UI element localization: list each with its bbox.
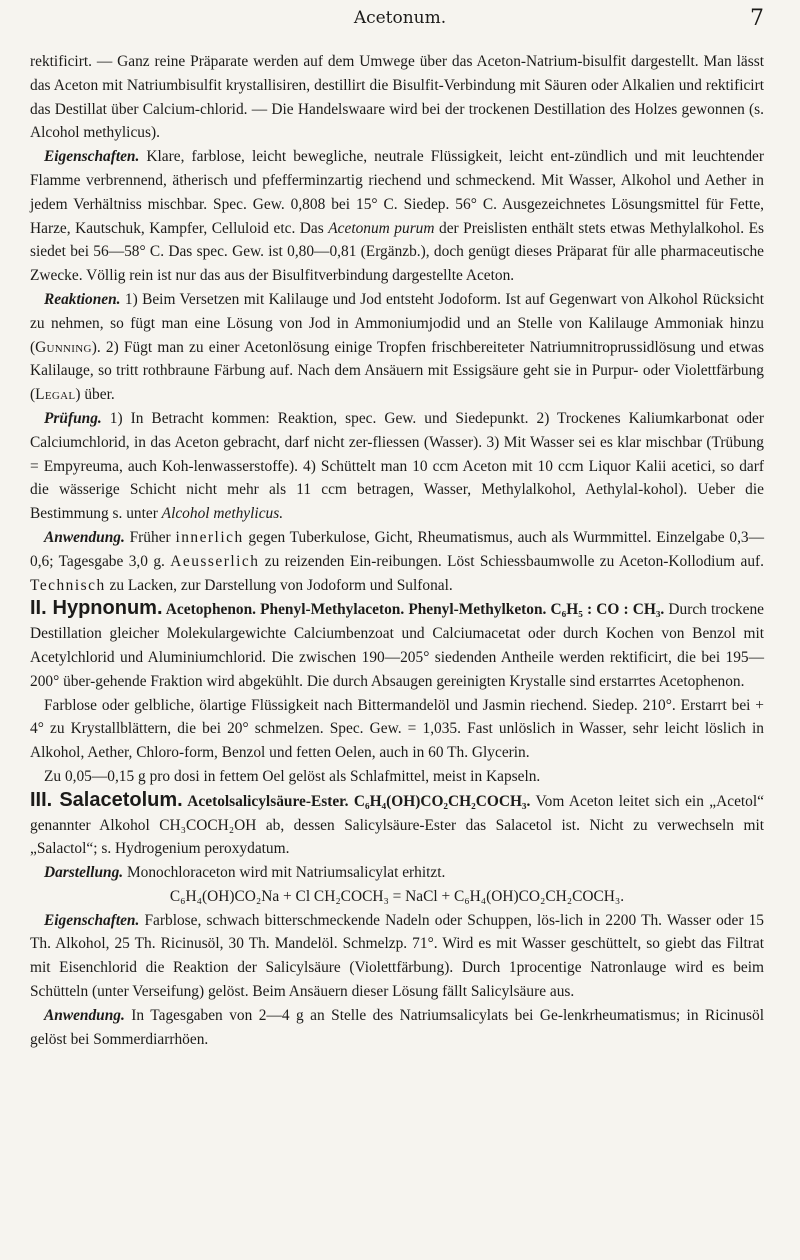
paragraph-p2 <box>30 145 764 288</box>
text-run: Früher <box>124 528 176 546</box>
text-entry-title: Hypnonum. <box>52 597 163 620</box>
paragraph-p5 <box>30 526 764 597</box>
text-entry-title: Salacetolum. <box>59 788 183 811</box>
paragraph-p9 <box>30 789 764 861</box>
text-syn: Acetolsalicylsäure-Ester. C₆H₄(OH)CO₂CH₂COCH₃. <box>182 792 531 810</box>
paragraph-p3 <box>30 288 764 407</box>
text-label: Darstellung. <box>44 864 124 882</box>
text-run: ). 2) Fügt man zu einer Acetonlösung einige Tropfen frischbereiteter Natriumnitroprussidlösung und etwas Kalilauge, so tritt rothbraune Färbung auf. Nach dem Ansäuern mit Essigsäure geht sie in Purpur- oder Violettfärbung ( <box>30 338 764 404</box>
running-title: Acetonum. <box>353 8 447 28</box>
paragraph-p1 <box>30 50 764 145</box>
text-sp: innerlich <box>175 528 244 546</box>
text-run: gegen Tuberkulose, Gicht, Rheumatismus, auch als Wurmmittel. Einzelgabe 0,3—0,6; Tagesgabe 3,0 g. <box>30 528 765 570</box>
paragraph-p7 <box>30 694 764 765</box>
text-run: ) über. <box>75 386 115 404</box>
text-sc: Legal <box>35 386 76 404</box>
text-run: 1) Beim Versetzen mit Kalilauge und Jod entsteht Jodoform. Ist auf Gegenwart von Alkohol Rücksicht zu nehmen, so fügt man eine Lösung von Jod in Ammoniumjodid und an Stelle von Kalilauge Ammoniak hinzu ( <box>30 290 764 356</box>
text-run: C₆H₄(OH)CO₂Na + Cl CH₂COCH₃ = NaCl + C₆H₄(OH)CO₂CH₂COCH₃. <box>169 887 625 905</box>
text-entry-num: III. <box>30 788 60 811</box>
text-it: Acetonum purum <box>328 219 435 237</box>
text-run: 1) In Betracht kommen: Reaktion, spec. Gew. und Siedepunkt. 2) Trockenes Kaliumkarbonat oder Calciumchlorid, in das Aceton gebracht, darf nicht zer-fliessen (Wasser). 3) Mit Wasser sei es klar mischbar (Trübung = Empyreuma, auch Koh-lenwasserstoffe). 4) Schüttelt man 10 ccm Aceton mit 10 ccm Liquor Kalii acetici, so darf die wässerige Schicht nicht mehr als 11 ccm betragen, Wasser, Methylalkohol, Aethylal-kohol). Ueber die Bestimmung s. unter <box>30 409 764 523</box>
paragraph-p10 <box>30 861 764 885</box>
text-label: Anwendung. <box>44 1006 125 1024</box>
text-it: Alcohol methylicus. <box>161 505 284 523</box>
text-syn: C₆H₅ : CO : CH₃. <box>546 601 665 619</box>
text-run: rektificirt. — Ganz reine Präparate werden auf dem Umwege über das Aceton-Natrium-bisulfit dargestellt. Man lässt das Aceton mit Natriumbisulfit krystallisiren, destillirt die Bisulfit-Verbindung mit Säuren oder Alkalien und rektificirt das Destillat über Calcium-chlorid. — Die Handelswaare wird bei der trockenen Destillation des Holzes gewonnen (s. Alcohol methylicus). <box>30 53 764 142</box>
text-run: Monochloraceton wird mit Natriumsalicylat erhitzt. <box>123 864 446 882</box>
paragraph-p11 <box>30 885 764 909</box>
text-run: zu reizenden Ein-reibungen. Löst Schiessbaumwolle zu Aceton-Kollodium auf. <box>259 552 764 570</box>
text-sp: Technisch <box>30 576 106 594</box>
paragraph-p13 <box>30 1004 764 1052</box>
text-label: Prüfung. <box>44 409 102 427</box>
text-run: Vom Aceton leitet sich ein „Acetol“ genannter Alkohol CH₃COCH₂OH ab, dessen Salicylsäure-Ester das Salacetol ist. Nicht zu verwechseln mit „Salactol“; s. Hydrogenium peroxydatum. <box>30 792 764 858</box>
page-body <box>30 50 764 1051</box>
text-run: Klare, farblose, leicht bewegliche, neutrale Flüssigkeit, leicht ent-zündlich und mit leuchtender Flamme verbrennend, ätherisch und pfefferminzartig riechend und schmeckend. Mit Wasser, Alkohol und Aether in jedem Verhältniss mischbar. Spec. Gew. 0,808 bei 15° C. Siedep. 56° C. Ausgezeichnetes Lösungsmittel für Fette, Harze, Kautschuk, Kampfer, Celluloid etc. Das <box>30 148 764 237</box>
text-label: Reaktionen. <box>44 290 121 308</box>
text-run: Durch trockene Destillation gleicher Molekulargewichte Calciumbenzoat und Calciumacetat oder durch Kochen von Benzol mit Acetylchlorid und Aluminiumchlorid. Die zwischen 190—205° siedenden Antheile werden rektificirt, die bei 195—200° über-gehende Fraktion wird abgekühlt. Die durch Absaugen gereinigten Krystalle sind erstarrtes Acetophenon. <box>30 601 764 690</box>
text-label: Eigenschaften. <box>44 911 140 929</box>
text-run: Farblose, schwach bitterschmeckende Nadeln oder Schuppen, lös-lich in 2200 Th. Wasser oder 15 Th. Alkohol, 25 Th. Ricinusöl, 30 Th. Mandelöl. Schmelzp. 71°. Wird es mit Wasser geschüttelt, so giebt das Filtrat mit Eisenchlorid die Reaktion der Salicylsäure (Violettfärbung). Durch 1procentige Natronlauge wird es beim Schütteln (unter Verseifung) gelöst. Beim Ansäuern dieser Lösung fällt Salicylsäure aus. <box>30 911 764 1001</box>
paragraph-p8 <box>30 765 764 789</box>
paragraph-p4 <box>30 407 764 526</box>
page-header <box>0 0 800 44</box>
text-label: Anwendung. <box>44 528 125 546</box>
page-number: 7 <box>750 6 764 31</box>
paragraph-p6 <box>30 597 764 693</box>
text-run: der Preislisten enthält stets etwas Methylalkohol. Es siedet bei 56—58° C. Das spec. Gew. ist 0,80—0,81 (Ergänzb.), doch genügt dieses Präparat für alle pharmaceutische Zwecke. Völlig rein ist nur das aus der Bisulfitverbindung dargestellte Aceton. <box>30 219 764 285</box>
paragraph-p12 <box>30 909 764 1004</box>
text-run: zu Lacken, zur Darstellung von Jodoform und Sulfonal. <box>105 576 453 594</box>
text-run: In Tagesgaben von 2—4 g an Stelle des Natriumsalicylats bei Ge-lenkrheumatismus; in Ricinusöl gelöst bei Sommerdiarrhöen. <box>30 1006 764 1048</box>
text-entry-num: II. <box>30 597 53 620</box>
text-sc: Gunning <box>35 338 92 356</box>
text-run: Farblose oder gelbliche, ölartige Flüssigkeit nach Bittermandelöl und Jasmin riechend. Siedep. 210°. Erstarrt bei + 4° zu Krystallblättern, die bei 20° schmelzen. Spec. Gew. = 1,035. Fast unlöslich in Wasser, sehr leicht löslich in Alkohol, Aether, Chloro-form, Benzol und fetten Oelen, auch in 60 Th. Glycerin. <box>30 696 764 762</box>
text-syn: Acetophenon. Phenyl-Methylaceton. Phenyl-Methylketon. <box>162 601 547 619</box>
text-label: Eigenschaften. <box>44 148 140 166</box>
text-sp: Aeusserlich <box>170 552 260 570</box>
text-run: Zu 0,05—0,15 g pro dosi in fettem Oel gelöst als Schlafmittel, meist in Kapseln. <box>44 767 541 785</box>
